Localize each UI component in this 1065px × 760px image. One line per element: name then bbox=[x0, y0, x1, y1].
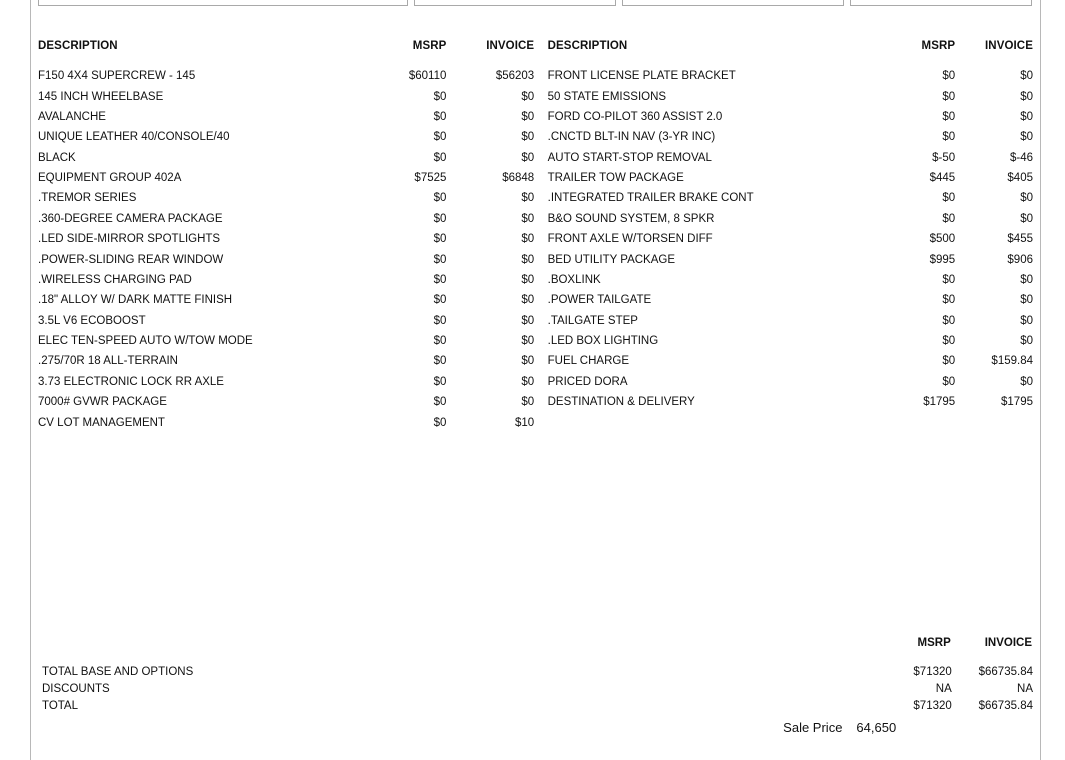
option-invoice-right: $-46 bbox=[1009, 151, 1033, 164]
row-spacer bbox=[534, 209, 541, 229]
option-msrp-left: $0 bbox=[433, 253, 447, 266]
table-header-row bbox=[38, 40, 1033, 66]
totals-row-msrp: $71320 bbox=[913, 665, 952, 678]
option-msrp-right: $0 bbox=[942, 355, 956, 368]
option-msrp-left: $0 bbox=[433, 212, 447, 225]
option-description-right: TRAILER TOW PACKAGE bbox=[547, 172, 684, 185]
option-invoice-left: $0 bbox=[521, 233, 535, 246]
sale-price-label: Sale Price bbox=[783, 720, 843, 735]
option-invoice-left: $0 bbox=[521, 253, 535, 266]
totals-row-invoice: $66735.84 bbox=[978, 665, 1033, 678]
row-spacer bbox=[534, 290, 541, 310]
option-description-left: .18" ALLOY W/ DARK MATTE FINISH bbox=[38, 294, 233, 307]
option-msrp-left: $0 bbox=[433, 396, 447, 409]
page-left-border bbox=[30, 0, 31, 760]
option-invoice-right: $1795 bbox=[1001, 396, 1033, 409]
option-msrp-left: $0 bbox=[433, 192, 447, 205]
option-invoice-right: $405 bbox=[1007, 172, 1033, 185]
header-description-left: DESCRIPTION bbox=[38, 40, 118, 52]
table-row bbox=[38, 209, 1033, 229]
option-msrp-right: $0 bbox=[942, 375, 956, 388]
option-invoice-right: $159.84 bbox=[991, 355, 1033, 368]
totals-row-label: TOTAL bbox=[42, 699, 78, 712]
header-invoice-left: INVOICE bbox=[486, 40, 535, 52]
option-msrp-left: $0 bbox=[433, 335, 447, 348]
row-spacer bbox=[534, 351, 541, 371]
option-description-right: FRONT LICENSE PLATE BRACKET bbox=[547, 70, 736, 83]
top-box-1[interactable] bbox=[38, 0, 408, 6]
row-spacer bbox=[534, 148, 541, 168]
option-msrp-left: $60110 bbox=[408, 70, 447, 83]
totals-row-label: DISCOUNTS bbox=[42, 682, 110, 695]
option-invoice-left: $0 bbox=[521, 151, 535, 164]
table-row bbox=[38, 249, 1033, 269]
option-invoice-left: $0 bbox=[521, 375, 535, 388]
option-msrp-left: $0 bbox=[433, 151, 447, 164]
table-row bbox=[38, 412, 1033, 432]
option-invoice-right: $0 bbox=[1020, 90, 1033, 103]
option-msrp-right: $0 bbox=[942, 131, 956, 144]
header-msrp-right: MSRP bbox=[921, 40, 956, 52]
totals-section bbox=[38, 636, 1033, 738]
option-description-left: 7000# GVWR PACKAGE bbox=[38, 396, 167, 409]
options-pricing-table bbox=[38, 40, 1033, 433]
totals-table-body bbox=[38, 663, 1033, 714]
option-description-left: 3.73 ELECTRONIC LOCK RR AXLE bbox=[38, 375, 224, 388]
option-msrp-right: $995 bbox=[929, 253, 956, 266]
row-spacer bbox=[534, 188, 541, 208]
option-description-left: .275/70R 18 ALL-TERRAIN bbox=[38, 355, 178, 368]
option-msrp-left: $0 bbox=[433, 110, 447, 123]
option-description-right: .INTEGRATED TRAILER BRAKE CONT bbox=[547, 192, 754, 205]
option-description-right: FORD CO-PILOT 360 ASSIST 2.0 bbox=[547, 110, 723, 123]
option-invoice-right: $0 bbox=[1020, 294, 1033, 307]
option-invoice-right: $0 bbox=[1020, 314, 1033, 327]
row-spacer bbox=[534, 107, 541, 127]
table-row bbox=[38, 229, 1033, 249]
header-description-right: DESCRIPTION bbox=[547, 40, 628, 52]
option-invoice-right: $0 bbox=[1020, 212, 1033, 225]
table-row bbox=[38, 107, 1033, 127]
option-invoice-right: $0 bbox=[1020, 131, 1033, 144]
option-msrp-right: $0 bbox=[942, 273, 956, 286]
option-invoice-left: $6848 bbox=[502, 172, 535, 185]
option-msrp-left: $0 bbox=[433, 294, 447, 307]
option-description-left: BLACK bbox=[38, 151, 76, 164]
table-row bbox=[38, 372, 1033, 392]
totals-row-invoice: NA bbox=[1017, 682, 1033, 695]
row-spacer bbox=[534, 86, 541, 106]
top-box-4[interactable] bbox=[850, 0, 1032, 6]
option-msrp-right: $0 bbox=[942, 70, 956, 83]
option-description-left: EQUIPMENT GROUP 402A bbox=[38, 172, 182, 185]
row-spacer bbox=[534, 392, 541, 412]
option-msrp-right: $0 bbox=[942, 90, 956, 103]
option-description-left: 3.5L V6 ECOBOOST bbox=[38, 314, 146, 327]
option-msrp-right: $0 bbox=[942, 314, 956, 327]
option-msrp-right: $0 bbox=[942, 110, 956, 123]
option-description-left: .TREMOR SERIES bbox=[38, 192, 137, 205]
totals-header-msrp: MSRP bbox=[917, 637, 951, 649]
header-spacer bbox=[534, 40, 541, 66]
option-invoice-left: $56203 bbox=[495, 70, 535, 83]
table-row bbox=[38, 66, 1033, 86]
header-msrp-left: MSRP bbox=[412, 40, 447, 52]
option-description-left: AVALANCHE bbox=[38, 110, 106, 123]
option-msrp-left: $0 bbox=[433, 416, 447, 429]
option-invoice-right: $0 bbox=[1020, 273, 1033, 286]
option-description-right bbox=[542, 412, 869, 432]
sale-price-spacer bbox=[952, 714, 1033, 738]
row-spacer bbox=[534, 270, 541, 290]
totals-row-msrp: NA bbox=[935, 682, 952, 695]
option-invoice-left: $0 bbox=[521, 355, 535, 368]
option-invoice-right: $0 bbox=[1020, 70, 1033, 83]
option-msrp-left: $0 bbox=[433, 90, 447, 103]
row-spacer bbox=[534, 311, 541, 331]
row-spacer bbox=[534, 331, 541, 351]
option-msrp-right: $0 bbox=[942, 212, 956, 225]
table-row bbox=[38, 311, 1033, 331]
option-invoice-left: $10 bbox=[515, 416, 535, 429]
table-row bbox=[38, 351, 1033, 371]
option-invoice-left: $0 bbox=[521, 131, 535, 144]
table-row bbox=[38, 148, 1033, 168]
option-description-right: .CNCTD BLT-IN NAV (3-YR INC) bbox=[547, 131, 716, 144]
row-spacer bbox=[534, 249, 541, 269]
row-spacer bbox=[534, 66, 541, 86]
option-description-left: .LED SIDE-MIRROR SPOTLIGHTS bbox=[38, 233, 221, 246]
page-right-border bbox=[1040, 0, 1041, 760]
table-row bbox=[38, 168, 1033, 188]
option-invoice-left: $0 bbox=[521, 294, 535, 307]
option-invoice-right: $0 bbox=[1020, 110, 1033, 123]
totals-row-label: TOTAL BASE AND OPTIONS bbox=[42, 665, 194, 678]
option-msrp-left: $0 bbox=[433, 273, 447, 286]
sale-price-row bbox=[38, 714, 1033, 738]
option-msrp-left: $7525 bbox=[414, 172, 447, 185]
totals-header-row bbox=[38, 636, 1033, 663]
option-msrp-left: $0 bbox=[433, 233, 447, 246]
option-invoice-right: $0 bbox=[1020, 335, 1033, 348]
row-spacer bbox=[534, 127, 541, 147]
option-invoice-left: $0 bbox=[521, 90, 535, 103]
option-description-right: PRICED DORA bbox=[547, 375, 628, 388]
option-description-right: .POWER TAILGATE bbox=[547, 294, 652, 307]
option-invoice-left: $0 bbox=[521, 110, 535, 123]
option-msrp-right: $1795 bbox=[923, 396, 956, 409]
table-row bbox=[38, 270, 1033, 290]
row-spacer bbox=[534, 168, 541, 188]
option-description-left: UNIQUE LEATHER 40/CONSOLE/40 bbox=[38, 131, 230, 144]
option-msrp-left: $0 bbox=[433, 355, 447, 368]
header-invoice-right: INVOICE bbox=[985, 40, 1033, 52]
option-description-right: B&O SOUND SYSTEM, 8 SPKR bbox=[547, 212, 715, 225]
table-row bbox=[38, 290, 1033, 310]
option-description-right: FRONT AXLE W/TORSEN DIFF bbox=[547, 233, 713, 246]
option-description-right: 50 STATE EMISSIONS bbox=[547, 90, 667, 103]
option-msrp-left: $0 bbox=[433, 131, 447, 144]
totals-row bbox=[38, 663, 1033, 680]
top-field-boxes bbox=[38, 0, 1032, 6]
option-msrp-right: $0 bbox=[942, 192, 956, 205]
option-description-right: DESTINATION & DELIVERY bbox=[547, 396, 695, 409]
option-invoice-right: $0 bbox=[1020, 375, 1033, 388]
option-invoice-left: $0 bbox=[521, 212, 535, 225]
option-invoice-left: $0 bbox=[521, 396, 535, 409]
option-description-left: .POWER-SLIDING REAR WINDOW bbox=[38, 253, 224, 266]
option-description-right: .LED BOX LIGHTING bbox=[547, 335, 659, 348]
option-invoice-right: $455 bbox=[1007, 233, 1033, 246]
table-row bbox=[38, 188, 1033, 208]
option-msrp-right: $500 bbox=[929, 233, 956, 246]
option-description-right: FUEL CHARGE bbox=[547, 355, 629, 368]
option-msrp-right: $-50 bbox=[932, 151, 956, 164]
totals-header-spacer bbox=[38, 636, 856, 663]
row-spacer bbox=[534, 372, 541, 392]
totals-row-invoice: $66735.84 bbox=[978, 699, 1033, 712]
table-row bbox=[38, 331, 1033, 351]
option-description-left: 145 INCH WHEELBASE bbox=[38, 90, 164, 103]
totals-row bbox=[38, 697, 1033, 714]
totals-row bbox=[38, 680, 1033, 697]
option-msrp-right: $445 bbox=[929, 172, 956, 185]
option-description-right: .BOXLINK bbox=[547, 273, 601, 286]
option-description-left: ELEC TEN-SPEED AUTO W/TOW MODE bbox=[38, 335, 253, 348]
table-row bbox=[38, 392, 1033, 412]
row-spacer bbox=[534, 412, 541, 432]
option-description-right: .TAILGATE STEP bbox=[547, 314, 638, 327]
option-description-right: BED UTILITY PACKAGE bbox=[547, 253, 676, 266]
top-box-3[interactable] bbox=[622, 0, 844, 6]
option-invoice-right: $0 bbox=[1020, 192, 1033, 205]
table-row bbox=[38, 127, 1033, 147]
totals-header-invoice: INVOICE bbox=[984, 637, 1032, 649]
top-box-2[interactable] bbox=[414, 0, 616, 6]
option-description-right: AUTO START-STOP REMOVAL bbox=[547, 151, 712, 164]
option-invoice-left: $0 bbox=[521, 314, 535, 327]
option-invoice-left: $0 bbox=[521, 273, 535, 286]
option-description-left: CV LOT MANAGEMENT bbox=[38, 416, 165, 429]
option-invoice-left: $0 bbox=[521, 335, 535, 348]
option-invoice-left: $0 bbox=[521, 192, 535, 205]
option-description-left: F150 4X4 SUPERCREW - 145 bbox=[38, 70, 196, 83]
option-msrp-right: $0 bbox=[942, 294, 956, 307]
option-description-left: .360-DEGREE CAMERA PACKAGE bbox=[38, 212, 223, 225]
totals-row-msrp: $71320 bbox=[913, 699, 952, 712]
options-table-body bbox=[38, 66, 1033, 433]
option-msrp-right bbox=[869, 412, 955, 432]
row-spacer bbox=[534, 229, 541, 249]
table-row bbox=[38, 86, 1033, 106]
option-msrp-left: $0 bbox=[433, 375, 447, 388]
option-invoice-right bbox=[955, 412, 1033, 432]
option-invoice-right: $906 bbox=[1007, 253, 1033, 266]
option-description-left: .WIRELESS CHARGING PAD bbox=[38, 273, 192, 286]
option-msrp-left: $0 bbox=[433, 314, 447, 327]
sale-price-value: 64,650 bbox=[856, 720, 897, 735]
option-msrp-right: $0 bbox=[942, 335, 956, 348]
